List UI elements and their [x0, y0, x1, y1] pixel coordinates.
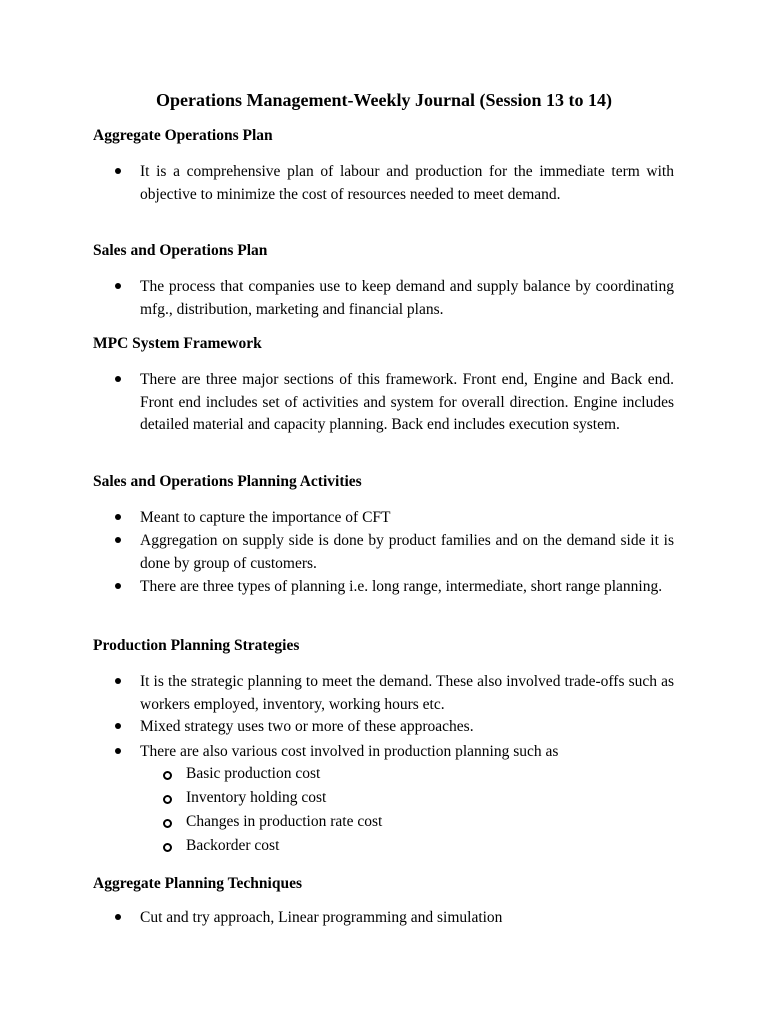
- bullet-text: There are three major sections of this framework. Front end, Engine and Back end. Front end includes set of activities and system for overall direction. Engine includes detailed material and capacity planning. Back end includes execution system.: [140, 371, 674, 433]
- section-heading-aggregate-operations-plan: Aggregate Operations Plan: [93, 127, 273, 144]
- bullet-text: There are three types of planning i.e. long range, intermediate, short range planning.: [140, 578, 663, 595]
- section-heading-sales-and-operations-planning-activities: Sales and Operations Planning Activities: [93, 473, 362, 490]
- bullet-text: Meant to capture the importance of CFT: [140, 509, 391, 526]
- bullet-icon: [115, 161, 123, 169]
- circle-bullet-icon: [163, 788, 173, 798]
- bullet-icon: [115, 907, 123, 915]
- section-heading-production-planning-strategies: Production Planning Strategies: [93, 637, 300, 654]
- bullet-text: The process that companies use to keep demand and supply balance by coordinating mfg., distribution, marketing and financial plans.: [140, 278, 674, 318]
- sub-list-item: Backorder cost: [186, 837, 280, 854]
- bullet-text: It is the strategic planning to meet the demand. These also involved trade-offs such as workers employed, inventory, working hours etc.: [140, 673, 674, 713]
- section-heading-mpc-system-framework: MPC System Framework: [93, 335, 262, 352]
- bullet-icon: [115, 576, 123, 584]
- section-heading-sales-and-operations-plan: Sales and Operations Plan: [93, 242, 268, 259]
- circle-bullet-icon: [163, 812, 173, 822]
- bullet-icon: [115, 716, 123, 724]
- bullet-text: There are also various cost involved in production planning such as: [140, 743, 559, 760]
- bullet-icon: [115, 276, 123, 284]
- bullet-text: Aggregation on supply side is done by product families and on the demand side it is done by group of customers.: [140, 532, 674, 572]
- circle-bullet-icon: [163, 836, 173, 846]
- document-title: Operations Management-Weekly Journal (Session 13 to 14): [156, 90, 612, 110]
- sub-list-item: Basic production cost: [186, 765, 321, 782]
- sub-list-item: Changes in production rate cost: [186, 813, 383, 830]
- sub-list-item: Inventory holding cost: [186, 789, 327, 806]
- circle-bullet-icon: [163, 764, 173, 774]
- bullet-icon: [115, 671, 123, 679]
- bullet-text: It is a comprehensive plan of labour and production for the immediate term with objective to minimize the cost of resources needed to meet demand.: [140, 163, 674, 203]
- bullet-icon: [115, 741, 123, 749]
- bullet-icon: [115, 369, 123, 377]
- bullet-icon: [115, 530, 123, 538]
- bullet-text: Mixed strategy uses two or more of these approaches.: [140, 718, 474, 735]
- section-heading-aggregate-planning-techniques: Aggregate Planning Techniques: [93, 875, 303, 892]
- bullet-text: Cut and try approach, Linear programming and simulation: [140, 909, 503, 926]
- bullet-icon: [115, 507, 123, 515]
